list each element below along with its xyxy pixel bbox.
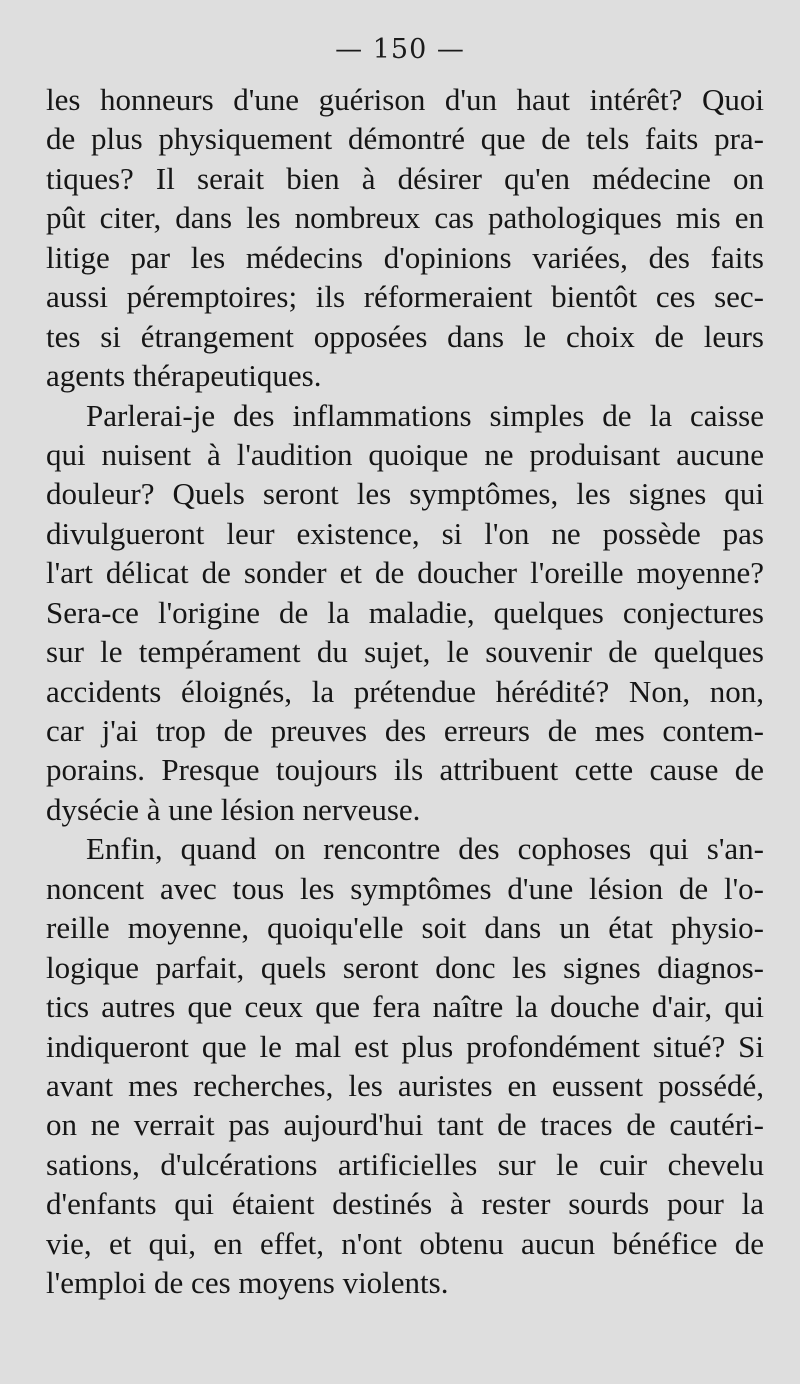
- paragraph: [46, 80, 764, 396]
- text-line: agents thérapeutiques.: [46, 358, 322, 394]
- text-line: l'art délicat de sonder et de doucher l'oreille moyenne?: [46, 555, 764, 591]
- text-line: logique parfait, quels seront donc les signes diagnos-: [46, 949, 764, 985]
- text-line: accidents éloignés, la prétendue hérédité? Non, non,: [46, 673, 764, 709]
- text-line: l'emploi de ces moyens violents.: [46, 1265, 449, 1301]
- text-line: aussi péremptoires; ils réformeraient bientôt ces sec-: [46, 279, 764, 315]
- text-line: on ne verrait pas aujourd'hui tant de traces de cautéri-: [46, 1107, 764, 1143]
- text-line: douleur? Quels seront les symptômes, les signes qui: [46, 476, 764, 512]
- text-line: indiqueront que le mal est plus profondément situé? Si: [46, 1028, 764, 1064]
- text-line: d'enfants qui étaient destinés à rester sourds pour la: [46, 1186, 764, 1222]
- paragraph: [46, 396, 764, 830]
- paragraph: [46, 829, 764, 1302]
- text-line: sur le tempérament du sujet, le souvenir de quelques: [46, 634, 764, 670]
- page-number-header: — 150 —: [335, 34, 465, 65]
- text-line: divulgueront leur existence, si l'on ne possède pas: [46, 515, 764, 551]
- text-line: pût citer, dans les nombreux cas pathologiques mis en: [46, 200, 764, 236]
- text-line: dysécie à une lésion nerveuse.: [46, 791, 421, 827]
- text-line: reille moyenne, quoiqu'elle soit dans un état physio-: [46, 910, 764, 946]
- text-line: noncent avec tous les symptômes d'une lésion de l'o-: [46, 870, 764, 906]
- page-body-text: [46, 80, 764, 1303]
- text-line: litige par les médecins d'opinions variées, des faits: [46, 239, 764, 275]
- text-line: tiques? Il serait bien à désirer qu'en médecine on: [46, 160, 764, 196]
- text-line: vie, et qui, en effet, n'ont obtenu aucun bénéfice de: [46, 1225, 764, 1261]
- text-line: avant mes recherches, les auristes en eussent possédé,: [46, 1067, 764, 1103]
- text-line: Enfin, quand on rencontre des cophoses qui s'an-: [86, 831, 764, 867]
- text-line: car j'ai trop de preuves des erreurs de mes contem-: [46, 713, 764, 748]
- text-line: qui nuisent à l'audition quoique ne produisant aucune: [46, 436, 764, 472]
- text-line: tics autres que ceux que fera naître la douche d'air, qui: [46, 989, 764, 1025]
- text-line: les honneurs d'une guérison d'un haut intérêt? Quoi: [46, 82, 764, 117]
- text-line: de plus physiquement démontré que de tels faits pra-: [46, 121, 764, 157]
- text-line: tes si étrangement opposées dans le choix de leurs: [46, 318, 764, 354]
- text-line: sations, d'ulcérations artificielles sur le cuir chevelu: [46, 1146, 764, 1182]
- text-line: porains. Presque toujours ils attribuent cette cause de: [46, 752, 764, 788]
- text-line: Sera-ce l'origine de la maladie, quelques conjectures: [46, 594, 764, 630]
- text-line: Parlerai-je des inflammations simples de la caisse: [86, 397, 764, 433]
